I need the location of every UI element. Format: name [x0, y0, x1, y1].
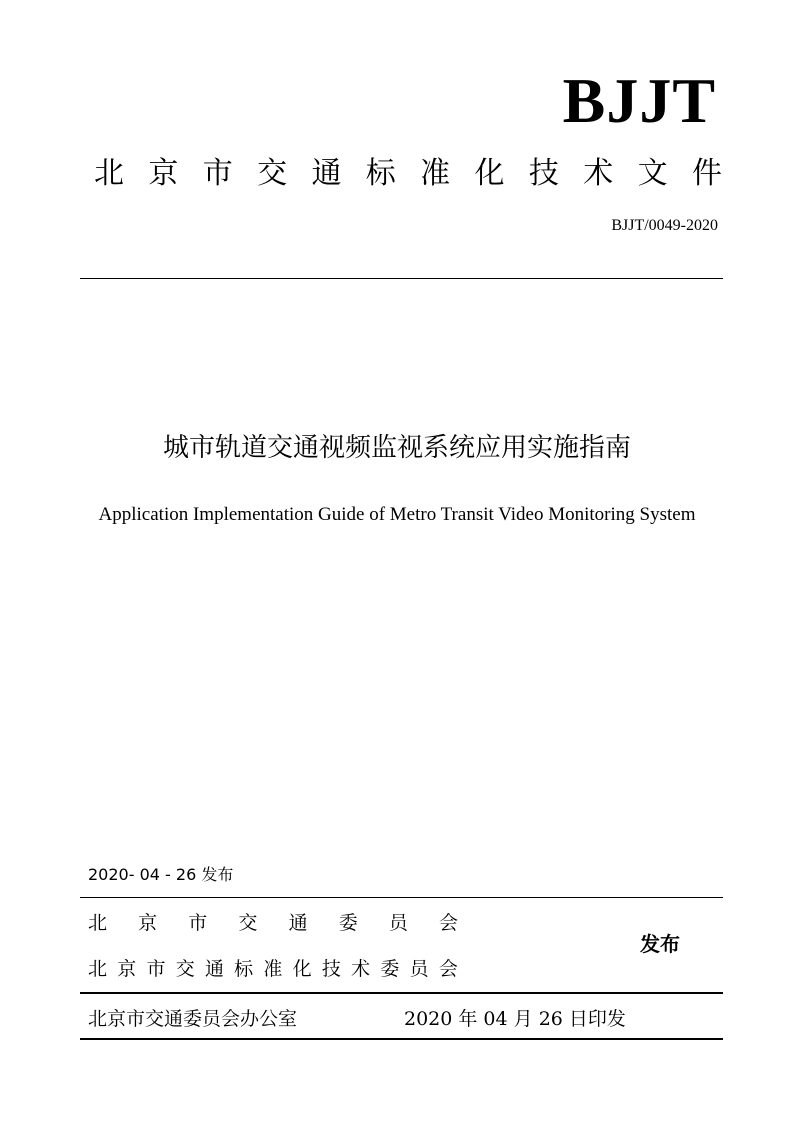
org-title-char: 北 — [94, 156, 124, 191]
issuer-char: 化 — [292, 958, 312, 980]
issuer-transport-commission — [88, 910, 458, 936]
issuer-char: 北 — [88, 912, 108, 934]
issuer-char: 标 — [234, 958, 254, 980]
issuer-char: 会 — [438, 958, 458, 980]
org-title — [94, 154, 722, 194]
issuer-char: 京 — [138, 912, 158, 934]
issuer-char: 通 — [204, 958, 224, 980]
document-number: BJJT/0049-2020 — [611, 217, 718, 234]
issuer-char: 准 — [263, 958, 283, 980]
issuer-char: 市 — [188, 912, 208, 934]
issuer-char: 委 — [338, 912, 358, 934]
publish-label: 发布 — [640, 932, 680, 956]
org-title-char: 文 — [637, 156, 668, 191]
org-title-char: 交 — [257, 156, 288, 191]
footer-print-date: 2020 年 04 月 26 日印发 — [404, 1008, 626, 1030]
issuer-char: 员 — [409, 958, 429, 980]
org-title-char: 件 — [691, 156, 722, 191]
footer-divider — [80, 1038, 723, 1040]
document-title-chinese: 城市轨道交通视频监视系统应用实施指南 — [162, 433, 631, 463]
issuer-char: 委 — [380, 958, 400, 980]
publish-date: 2020- 04 - 26 发布 — [88, 865, 234, 884]
org-title-char: 技 — [528, 156, 559, 191]
org-title-char: 准 — [420, 156, 451, 191]
issuer-char: 通 — [288, 912, 308, 934]
issuer-char: 技 — [321, 958, 341, 980]
issuer-divider-bottom — [80, 992, 723, 994]
issuer-char: 交 — [175, 958, 195, 980]
issuer-char: 北 — [88, 958, 108, 980]
org-title-char: 化 — [474, 156, 505, 191]
brand-logo: BJJT — [562, 65, 716, 136]
header-divider — [80, 278, 723, 279]
issuer-char: 市 — [146, 958, 166, 980]
issuer-char: 术 — [351, 958, 371, 980]
issuer-char: 会 — [438, 912, 458, 934]
org-title-char: 术 — [583, 156, 614, 191]
issuer-char: 交 — [238, 912, 258, 934]
org-title-char: 市 — [202, 156, 233, 191]
issuer-standardization-committee — [88, 956, 458, 982]
document-title-english: Application Implementation Guide of Metro Transit Video Monitoring System — [98, 504, 696, 525]
org-title-char: 通 — [311, 156, 342, 191]
issuer-char: 京 — [117, 958, 137, 980]
issuer-char: 员 — [388, 912, 408, 934]
issuer-divider-top — [80, 897, 723, 898]
footer-office: 北京市交通委员会办公室 — [88, 1008, 298, 1030]
org-title-char: 京 — [148, 156, 179, 191]
org-title-char: 标 — [365, 156, 396, 191]
